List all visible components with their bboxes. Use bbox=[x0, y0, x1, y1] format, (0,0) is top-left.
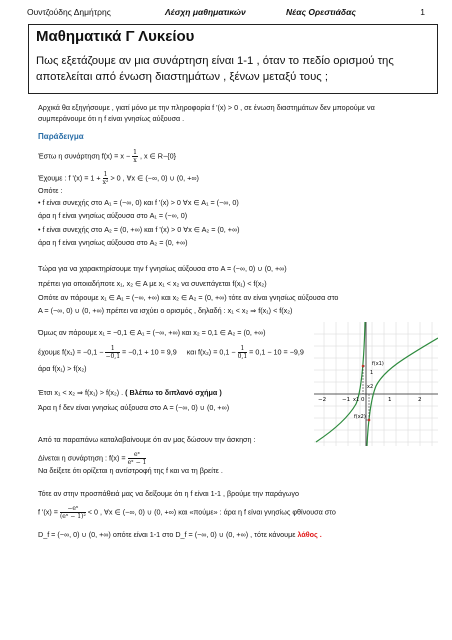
intro-line-1: Αρχικά θα εξηγήσουμε , γιατί μόνο με την πληροφορία f '(x) > 0 , σε ένωση διαστημάτων δεν μπορούμε να bbox=[38, 103, 375, 112]
fx2-label: f(x2) bbox=[354, 414, 366, 420]
fraction-numerator: −eˣ bbox=[60, 505, 86, 513]
x2-label: x2 bbox=[367, 384, 374, 390]
page-header bbox=[27, 4, 425, 18]
conclusion-2: άρα η f είναι γνησίως αύξουσα στο A₂ = (0, +∞) bbox=[38, 238, 188, 247]
derivative-label: f '(x) = bbox=[38, 507, 58, 517]
school-name: Νέας Ορεστιάδας bbox=[286, 7, 356, 17]
graph-grid bbox=[314, 322, 438, 446]
so-text: Έτσι x₁ < x₂ ⇒ f(x₁) > f(x₂) . bbox=[38, 388, 124, 397]
question-line-2: πρέπει για οποιαδήποτε x₁, x₂ ∈ A με x₁ < x₂ να συνεπάγεται f(x₁) < f(x₂) bbox=[38, 279, 267, 288]
derivative-text: Έχουμε : f '(x) = 1 + bbox=[38, 173, 101, 183]
fraction-denominator: −0,1 bbox=[105, 353, 121, 360]
fraction-derivative bbox=[60, 505, 86, 520]
definition-domain: , x ∈ R−{0} bbox=[139, 151, 176, 161]
counterexample-line-3: άρα f(x₁) > f(x₂) bbox=[38, 364, 87, 373]
therefore-text: Οπότε : bbox=[38, 186, 63, 195]
tick-label-x1: x1 bbox=[353, 397, 360, 403]
fx1-label: f(x1) bbox=[372, 361, 384, 367]
fraction-numerator: 1 bbox=[133, 149, 137, 156]
tick-label-minus1: −1 bbox=[342, 397, 351, 403]
fraction-denominator: x² bbox=[102, 179, 109, 186]
value-fx2-text: και f(x₂) = 0,1 − bbox=[186, 347, 236, 357]
fraction-denominator: 0,1 bbox=[237, 353, 248, 360]
counterexample-line-1: Όμως αν πάρουμε x₁ = −0,1 ∈ A₁ = (−∞, +∞) και x₂ = 0,1 ∈ A₂ = (0, +∞) bbox=[38, 328, 266, 337]
fraction-ex-over-ex-minus-1 bbox=[128, 451, 147, 466]
derivative-line bbox=[38, 171, 199, 186]
conclusion-1: άρα η f είναι γνησίως αύξουσα στο A₁ = (−∞, 0) bbox=[38, 211, 188, 220]
bullet-1: • f είναι συνεχής στο A₁ = (−∞, 0) και f '(x) > 0 ∀x ∈ A₁ = (−∞, 0) bbox=[38, 198, 239, 207]
tick-label-minus2: −2 bbox=[318, 397, 327, 403]
value-fx2-result: = 0,1 − 10 = −9,9 bbox=[249, 347, 304, 357]
then-line-3-text: D_f = (−∞, 0) ∪ (0, +∞) οπότε είναι 1-1 στο D_f = (−∞, 0) ∪ (0, +∞) , τότε κάνουμε bbox=[38, 530, 296, 539]
page-title: Μαθηματικά Γ Λυκείου bbox=[36, 28, 195, 45]
tick-label-1: 1 bbox=[388, 397, 392, 403]
one-label: 1 bbox=[370, 370, 374, 376]
bullet-2: • f είναι συνεχής στο A₂ = (0, +∞) και f '(x) > 0 ∀x ∈ A₂ = (0, +∞) bbox=[38, 225, 240, 234]
fraction-numerator: 1 bbox=[105, 345, 120, 353]
fraction-numerator: eˣ bbox=[128, 451, 147, 459]
fraction-numerator: 1 bbox=[103, 171, 108, 178]
author-name: Ουντζούδης Δημήτρης bbox=[27, 7, 111, 17]
intro-line-2: συμπεράνουμε ότι η f είναι γνησίως αύξουσα . bbox=[38, 114, 185, 123]
so-line bbox=[38, 388, 222, 398]
fraction-denominator: x bbox=[133, 157, 137, 164]
then-line-3 bbox=[38, 530, 322, 540]
fraction-1-over-x bbox=[132, 149, 138, 164]
fraction-numerator: 1 bbox=[238, 345, 248, 353]
not-increasing-line: Άρα η f δεν είναι γνησίως αύξουσα στο A = (−∞, 0) ∪ (0, +∞) bbox=[38, 403, 230, 412]
see-figure-note: ( Βλέπω το διπλανό σχήμα ) bbox=[125, 388, 222, 397]
question-text: Πως εξετάζουμε αν μια συνάρτηση είναι 1-1 , όταν το πεδίο ορισμού της αποτελείται από ένωση διαστημάτων , ξένων μεταξύ τους ; bbox=[36, 55, 394, 83]
page-number: 1 bbox=[420, 7, 425, 17]
then-line-1: Τότε αν στην προσπάθειά μας να δείξουμε ότι η f είναι 1-1 , βρούμε την παράγωγο bbox=[38, 489, 300, 498]
tick-label-2: 2 bbox=[418, 397, 422, 403]
exercise-function-text: Δίνεται η συνάρτηση : f(x) = bbox=[38, 453, 126, 463]
question-line-4: A = (−∞, 0) ∪ (0, +∞) πρέπει να ισχύει ο ορισμός , δηλαδή : x₁ < x₂ ⇒ f(x₁) < f(x₂) bbox=[38, 306, 293, 315]
example-label: Παράδειγμα bbox=[38, 132, 84, 141]
exercise-task: Να δείξετε ότι ορίζεται η αντίστροφή της f και να τη βρείτε . bbox=[38, 466, 223, 475]
derivative-condition: > 0 , ∀x ∈ (−∞, 0) ∪ (0, +∞) bbox=[110, 173, 199, 183]
value-fx1-result: = −0,1 + 10 = 9,9 bbox=[122, 347, 177, 357]
question-line-1: Τώρα για να χαρακτηρίσουμε την f γνησίως αύξουσα στο A = (−∞, 0) ∪ (0, +∞) bbox=[38, 264, 287, 273]
then-line-2-rest: < 0 , ∀x ∈ (−∞, 0) ∪ (0, +∞) και «πούμε» : άρα η f είναι γνησίως φθίνουσα στο bbox=[87, 507, 336, 517]
value-fx1-text: έχουμε f(x₁) = −0,1 − bbox=[38, 347, 104, 357]
function-graph bbox=[314, 322, 438, 446]
fraction-1-over-minus-01 bbox=[105, 345, 120, 360]
function-definition bbox=[38, 149, 176, 164]
counterexample-line-2 bbox=[38, 345, 304, 360]
definition-text: Έστω η συνάρτηση f(x) = x − bbox=[38, 151, 131, 161]
exercise-function bbox=[38, 451, 146, 466]
point-x1 bbox=[362, 365, 365, 368]
title-box bbox=[28, 24, 438, 94]
point-x2 bbox=[368, 419, 371, 422]
fraction-1-over-01 bbox=[238, 345, 248, 360]
fraction-1-over-x2 bbox=[103, 171, 109, 186]
exercise-intro: Από τα παραπάνω καταλαβαίνουμε ότι αν μας δώσουν την άσκηση : bbox=[38, 435, 256, 444]
then-line-2 bbox=[38, 505, 336, 520]
mistake-word: λάθος . bbox=[297, 530, 322, 539]
fraction-denominator: eˣ − 1 bbox=[127, 459, 147, 466]
club-name: Λέσχη μαθηματικών bbox=[165, 7, 246, 17]
fraction-denominator: (eˣ − 1)² bbox=[59, 513, 86, 520]
question-line-3: Οπότε αν πάρουμε x₁ ∈ A₁ = (−∞, +∞) και x₂ ∈ A₂ = (0, +∞) τότε αν είναι γνησίως αύξουσα στο bbox=[38, 293, 339, 302]
tick-label-0: 0 bbox=[361, 397, 365, 403]
